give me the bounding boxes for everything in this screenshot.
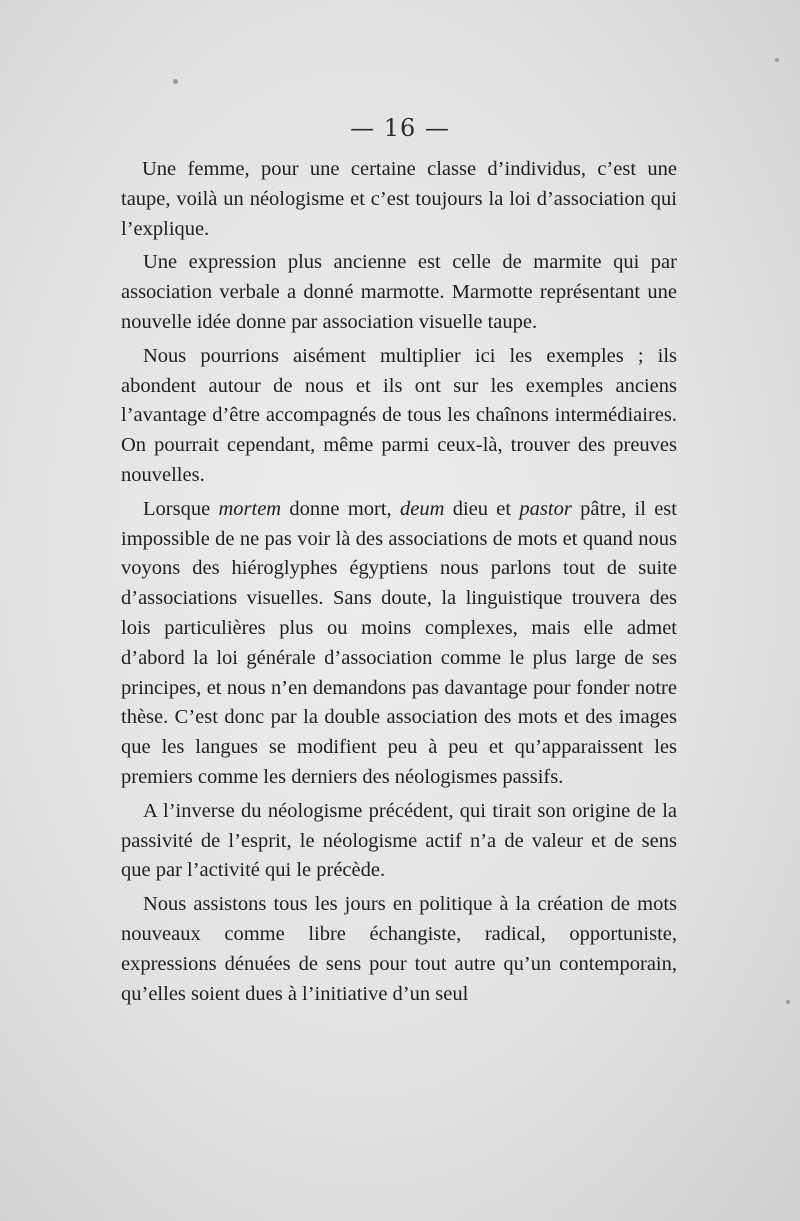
text-run: pâtre, il est impossible de ne pas voir là des associations de mots et quand nous voyons des hiéroglyphes égyptiens nous parlons tout de suite d’associations visuelles. Sans doute, la linguistique trouvera des lois particulières plus ou moins complexes, mais elle admet d’abord la loi générale d’association comme le plus large de ses principes, et nous n’en demandons pas davantage pour fonder notre thèse. C’est donc par la double association des mots et des images que les langues se modifient peu à peu et qu’apparaissent les premiers comme les derniers des néologismes passifs. [121, 497, 677, 788]
ink-speck [775, 58, 779, 62]
text-run: A l’inverse du néologisme précédent, qui tirait son origine de la passivité de l’esprit, le néologisme actif n’a de valeur et de sens que par l’activité qui le précède. [121, 799, 677, 882]
text-run: Nous assistons tous les jours en politique à la création de mots nouveaux comme libre échangiste, radical, opportuniste, expressions dénuées de sens pour tout autre qu’un contemporain, qu’elles soient dues à l’initiative d’un seul [121, 893, 677, 1005]
paragraph [121, 890, 677, 1009]
ink-speck [173, 79, 178, 84]
text-run: dieu et [444, 497, 520, 520]
paragraph [121, 155, 677, 244]
text-run: Lorsque [143, 497, 219, 520]
italic-word: deum [399, 497, 445, 520]
italic-word: pastor [519, 497, 572, 520]
ink-speck [786, 1000, 790, 1004]
body-text [121, 155, 677, 1013]
text-run: Une femme, pour une certaine classe d’individus, c’est une taupe, voilà un néologisme et c’est toujours la loi d’association qui l’explique. [121, 158, 677, 240]
paragraph [121, 495, 677, 793]
paragraph [121, 797, 677, 886]
page-number: — 16 — [350, 114, 450, 142]
text-run: donne mort, [281, 497, 400, 520]
text-run: Une expression plus ancienne est celle de marmite qui par association verbale a donné marmotte. Marmotte représentant une nouvelle idée donne par association visuelle taupe. [121, 251, 677, 333]
paragraph [121, 342, 677, 491]
paragraph [121, 248, 677, 337]
text-run: Nous pourrions aisément multiplier ici les exemples ; ils abondent autour de nous et ils ont sur les exemples anciens l’avantage d’être accompagnés de tous les chaînons intermédiaires. On pourrait cependant, même parmi ceux-là, trouver des preuves nouvelles. [121, 344, 677, 486]
italic-word: mortem [218, 497, 282, 520]
